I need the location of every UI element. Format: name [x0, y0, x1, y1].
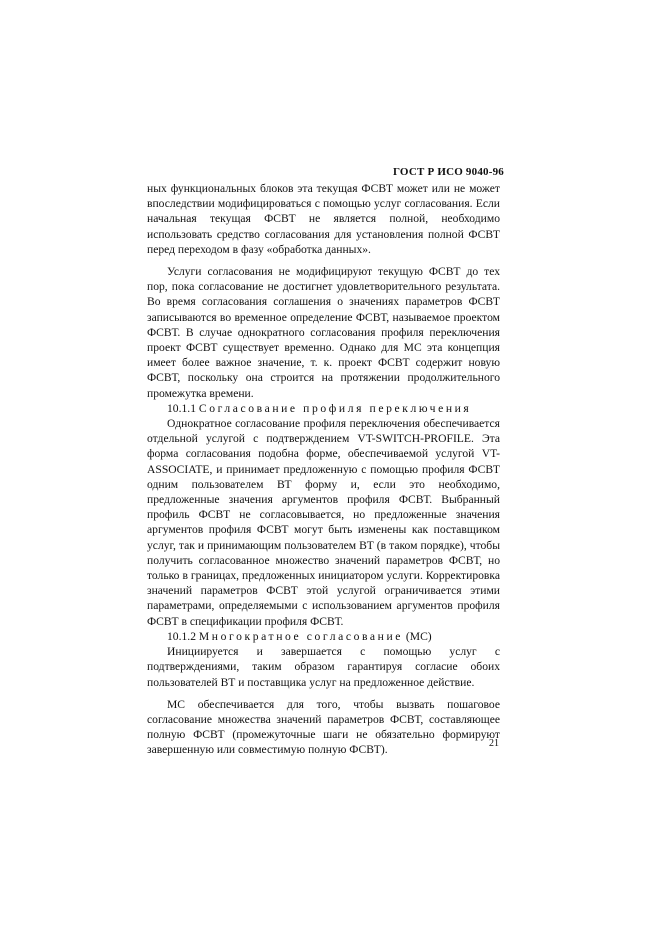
page-number: 21 — [489, 738, 499, 749]
section-number: 10.1.1 — [167, 401, 196, 415]
running-header: ГОСТ Р ИСО 9040-96 — [393, 166, 504, 178]
paragraph: Инициируется и завершается с помощью услуг с подтверждениями, таким образом гарантируя согласие обоих пользователей ВТ и поставщика услуг на предложенное действие. — [147, 645, 500, 689]
section-heading-10-1-2 — [147, 629, 500, 644]
section-title: Многократное согласование — [198, 629, 403, 643]
paragraph: МС обеспечивается для того, чтобы вызвать пошаговое согласование множества значений параметров ФСВТ, составляющее полную ФСВТ (промежуточные шаги не обязательно формируют завершенную или совместимую полную ФСВТ). — [147, 697, 500, 757]
section-heading-10-1-1 — [147, 401, 500, 416]
paragraph: Услуги согласования не модифицируют текущую ФСВТ до тех пор, пока согласование не достигнет удовлетворительного результата. Во время согласования соглашения о значениях параметров ФСВТ записываются во временное определение ФСВТ, называемое проектом ФСВТ. В случае однократного согласования профиля переключения проект ФСВТ существует временно. Однако для МС эта концепция имеет более важное значение, т. к. проект ФСВТ содержит новую ФСВТ, поскольку она строится на протяжении продолжительного промежутка времени. — [147, 265, 500, 400]
section-title: Согласование профиля переключения — [198, 401, 472, 415]
paragraph: ных функциональных блоков эта текущая ФСВТ может или не может впоследствии модифицироваться с помощью услуг согласования. Если начальная текущая ФСВТ не является полной, необходимо использовать средство согласования для установления полной ФСВТ перед переходом в фазу «обработка данных». — [147, 182, 500, 256]
section-abbreviation: (МС) — [405, 629, 432, 643]
paragraph: Однократное согласование профиля переключения обеспечивается отдельной услугой с подтверждением VT-SWITCH-PROFILE. Эта форма согласования подобна форме, обеспечиваемой услугой VT-ASSOCIATE, и принимает предложенную с помощью профиля ФСВТ одним пользователем ВТ форму и, если это необходимо, предложенные значения аргументов профиля ФСВТ. Выбранный профиль ФСВТ не согласовывается, но предложенные значения аргументов профиля ФСВТ могут быть изменены как поставщиком услуг, так и принимающим пользователем ВТ (в таком порядке), чтобы получить согласованное множество значений параметров ФСВТ, но только в границах, предложенных инициатором услуги. Корректировка значений параметров ФСВТ этой услугой ограничивается этими параметрами, определяемыми с использованием аргументов профиля ФСВТ в спецификации профиля ФСВТ. — [147, 417, 500, 628]
section-number: 10.1.2 — [167, 629, 196, 643]
body-text — [147, 181, 500, 758]
